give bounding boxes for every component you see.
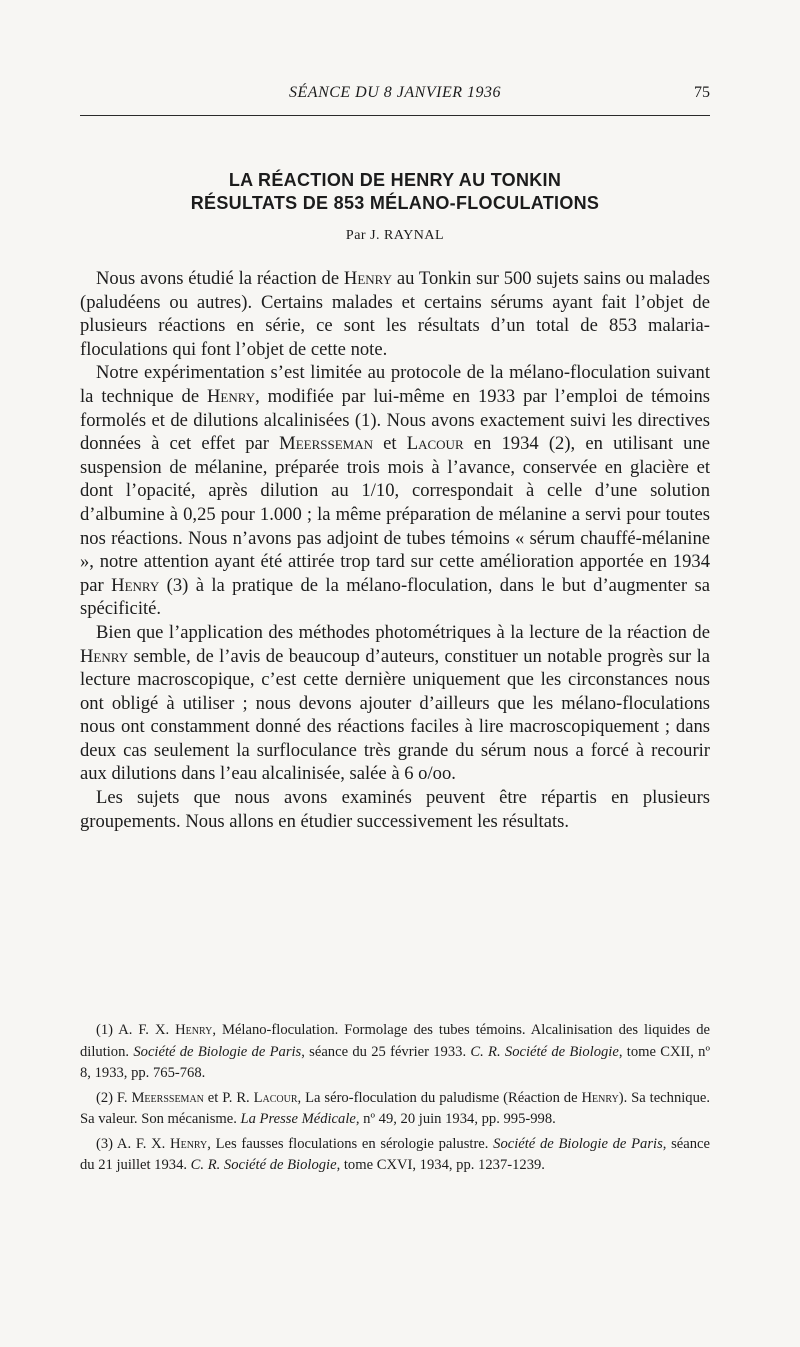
article-title-line-1: LA RÉACTION DE HENRY AU TONKIN bbox=[228, 170, 562, 190]
p1-text-a: Nous avons étudié la réaction de bbox=[96, 268, 344, 289]
fn1-text-c: , séance du 25 février 1933. bbox=[301, 1043, 471, 1060]
author-name: Henry bbox=[80, 645, 129, 667]
footnote-3 bbox=[80, 1134, 710, 1177]
article-byline: Par J. RAYNAL bbox=[345, 228, 445, 243]
paragraph-4 bbox=[80, 786, 710, 833]
running-head bbox=[80, 84, 710, 108]
journal-title: C. R. Société de Biologie bbox=[190, 1157, 337, 1173]
fn2-text-d: ). Sa technique. Sa valeur. Son mécanisme. bbox=[80, 1089, 711, 1127]
article-title-line-2: RÉSULTATS DE 853 MÉLANO-FLOCULATIONS bbox=[190, 193, 600, 213]
fn3-text-c: , séance du 21 juillet 1934. bbox=[80, 1135, 710, 1173]
author-name: Henry bbox=[170, 1135, 208, 1152]
paragraph-2 bbox=[80, 361, 710, 621]
p3-text-b: semble, de l’avis de beaucoup d’auteurs, constituer un notable progrès sur la lecture macroscopique, c’est cette dernière uniquement que les circonstances nous ont obligé à utiliser ; nous devons ajouter d’ailleurs que les mélano-floculations nous ont constamment donné des réactions faciles à lire macroscopiquement ; dans deux cas seulement la surfloculance très grande du sérum nous a forcé à recourir aux dilutions dans l’eau alcalinisée, salée à 6 o/oo. bbox=[80, 645, 710, 785]
fn3-text-d: , tome CXVI, 1934, pp. 1237-1239. bbox=[336, 1157, 545, 1173]
fn2-text-c: , La séro-floculation du paludisme (Réaction de bbox=[297, 1089, 582, 1106]
running-head-title: SÉANCE DU 8 JANVIER 1936 bbox=[289, 84, 501, 101]
p2-text-c: et bbox=[372, 433, 407, 455]
p3-text-a: Bien que l’application des méthodes photométriques à la lecture de la réaction de bbox=[96, 621, 710, 643]
footnote-1 bbox=[80, 1020, 710, 1085]
author-name: Henry bbox=[207, 385, 256, 407]
fn2-text-e: , nº 49, 20 juin 1934, pp. 995-998. bbox=[355, 1111, 556, 1127]
author-name: Meersseman bbox=[131, 1089, 204, 1106]
fn1-text-a: (1) A. F. X. bbox=[96, 1022, 176, 1038]
header-rule bbox=[80, 115, 710, 116]
author-name: Lacour bbox=[253, 1089, 298, 1106]
author-name: Henry bbox=[581, 1089, 619, 1106]
fn3-text-a: (3) A. F. X. bbox=[96, 1135, 171, 1152]
author-name: Henry bbox=[175, 1022, 213, 1038]
author-name: Henry bbox=[111, 574, 160, 596]
article-body bbox=[80, 267, 710, 833]
paragraph-3 bbox=[80, 621, 710, 786]
journal-title: La Presse Médicale bbox=[240, 1111, 356, 1127]
p2-text-a: Notre expérimentation s’est limitée au protocole de la mélano-floculation suivant la technique de bbox=[80, 362, 710, 407]
p2-text-b: , modifiée par lui-même en 1933 par l’emploi de témoins formolés et de dilutions alcalinisées (1). Nous avons exactement suivi les directives données à cet effet par bbox=[80, 385, 710, 455]
journal-title: Société de Biologie de Paris bbox=[493, 1135, 663, 1152]
journal-title: Société de Biologie de Paris bbox=[133, 1043, 302, 1060]
footnote-2 bbox=[80, 1088, 710, 1131]
p4-text-a: Les sujets que nous avons examinés peuvent être répartis en plusieurs groupements. Nous allons en étudier successivement les résultats. bbox=[80, 787, 710, 832]
fn2-text-b: et P. R. bbox=[203, 1089, 254, 1106]
fn2-text-a: (2) F. bbox=[96, 1089, 132, 1106]
fn1-text-d: , tome CXII, nº 8, 1933, pp. 765-768. bbox=[80, 1043, 710, 1081]
author-name: Lacour bbox=[406, 433, 464, 455]
author-name: Meersseman bbox=[279, 433, 373, 455]
fn3-text-b: , Les fausses floculations en sérologie palustre. bbox=[207, 1135, 494, 1152]
p1-text-b: au Tonkin sur 500 sujets sains ou malades (paludéens ou autres). Certains malades et certains sérums ayant fait l’objet de plusieurs réactions en série, ce sont les résultats d’un total de 853 malaria-floculations qui font l’objet de cette note. bbox=[80, 268, 710, 360]
page-number: 75 bbox=[694, 84, 710, 101]
p2-text-d: en 1934 (2), en utilisant une suspension de mélanine, préparée trois mois à l’avance, conservée en glacière et dont l’opacité, après dilution au 1/10, correspondait à celle d’une solution d’albumine à 0,25 pour 1.000 ; la même préparation de mélanine a servi pour toutes nos réactions. Nous n’avons pas adjoint de tubes témoins « sérum chauffé-mélanine », notre attention ayant été attirée trop tard sur cette amélioration apportée en 1934 par bbox=[80, 433, 711, 596]
fn1-text-b: , Mélano-floculation. Formolage des tubes témoins. Alcalinisation des liquides de dilution. bbox=[80, 1022, 710, 1060]
journal-title: C. R. Société de Biologie bbox=[470, 1043, 619, 1060]
paragraph-1 bbox=[80, 267, 710, 361]
footnotes bbox=[80, 1020, 710, 1180]
author-name: Henry bbox=[343, 268, 393, 289]
p2-text-e: (3) à la pratique de la mélano-floculation, dans le but d’augmenter sa spécificité. bbox=[80, 574, 710, 620]
